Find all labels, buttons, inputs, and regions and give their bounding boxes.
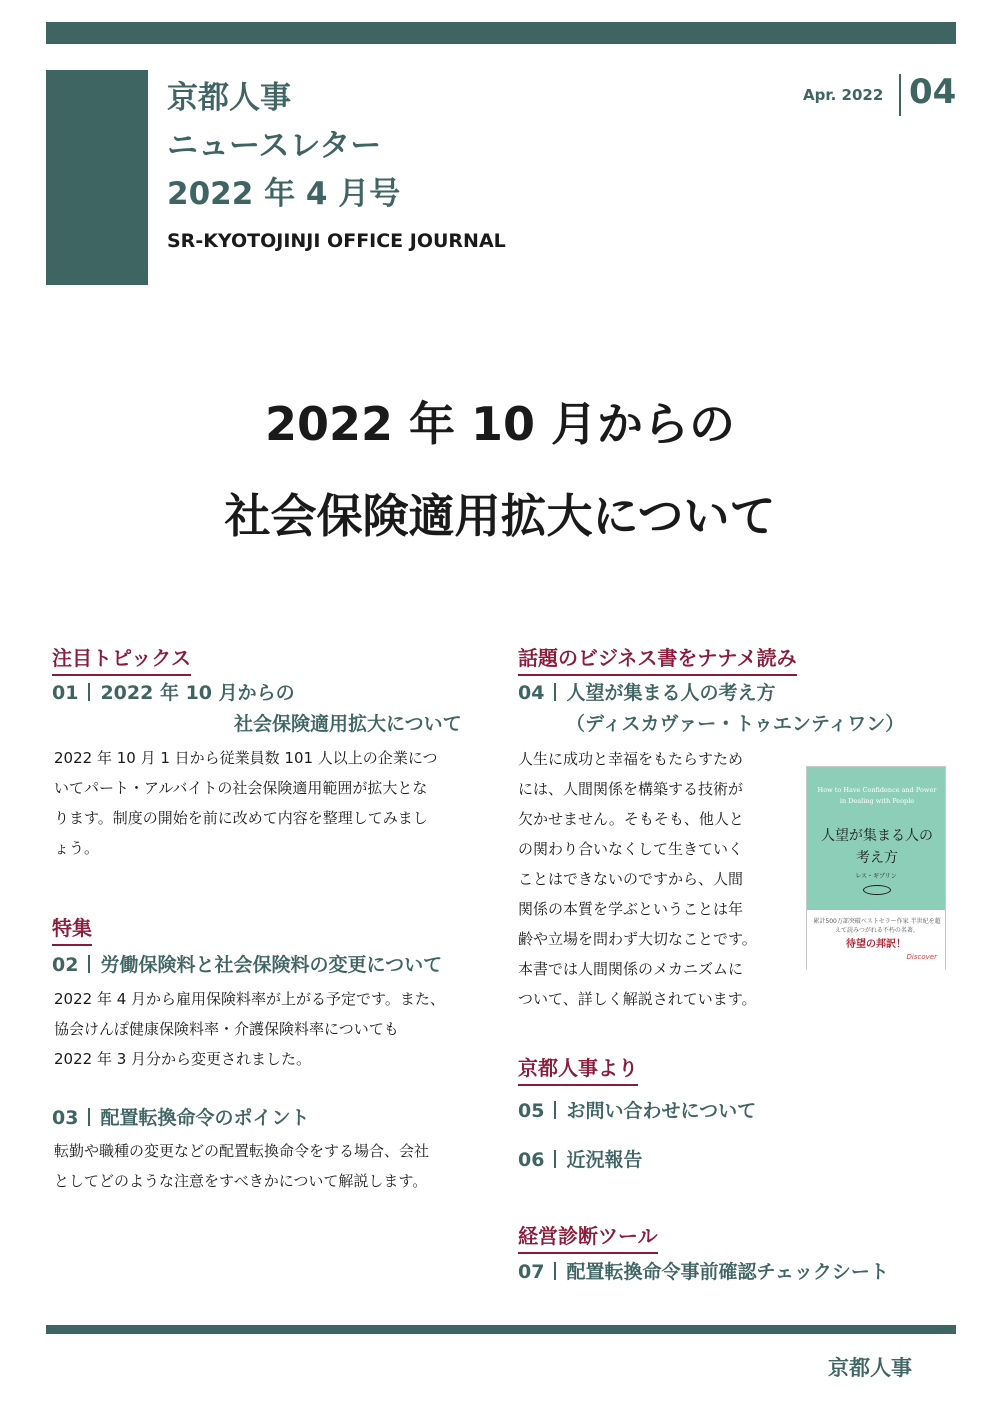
- publisher-logo: Discover: [906, 953, 937, 961]
- item-number: 02: [52, 954, 79, 976]
- item-separator: [88, 955, 90, 973]
- summary-line: ょう。: [54, 839, 100, 857]
- toc-item-01-title-cont[interactable]: 社会保険適用拡大について: [234, 713, 462, 735]
- summary-line: 転勤や職種の変更などの配置転換命令をする場合、会社: [54, 1142, 430, 1160]
- masthead-color-block: [46, 70, 148, 285]
- summary-line: 協会けんぽ健康保険料率・介護保険料率についても: [54, 1020, 399, 1038]
- item-separator: [88, 683, 90, 701]
- section-heading-office: 京都人事より: [518, 1055, 638, 1086]
- toc-item-02[interactable]: [52, 951, 442, 979]
- book-japanese-title: [813, 825, 941, 869]
- toc-item-01[interactable]: [52, 679, 295, 707]
- item-separator: [88, 1108, 90, 1126]
- summary-line: いてパート・アルバイトの社会保険適用範囲が拡大とな: [54, 779, 428, 797]
- main-title-line2: 社会保険適用拡大について: [224, 489, 776, 543]
- item-title: 近況報告: [566, 1149, 643, 1171]
- top-rule: [46, 22, 956, 44]
- bottom-rule: [46, 1325, 956, 1334]
- section-heading-tools: 経営診断ツール: [518, 1223, 658, 1254]
- item-title: 配置転換命令のポイント: [100, 1107, 310, 1129]
- book-english-title: How to Have Confidence and Power in Dealing with People: [817, 786, 937, 805]
- book-title-line: 考え方: [856, 850, 898, 866]
- item-title: 人望が集まる人の考え方: [566, 682, 776, 704]
- book-title-line: 人望が集まる人の: [821, 828, 933, 844]
- book-band-highlight: 待望の邦訳！: [846, 939, 906, 950]
- issue-number: 04: [909, 72, 957, 112]
- item-title: 労働保険料と社会保険料の変更について: [100, 954, 443, 976]
- toc-item-04[interactable]: [518, 679, 775, 707]
- item-separator: [554, 1262, 556, 1280]
- item-title: お問い合わせについて: [566, 1100, 757, 1122]
- issue-date: Apr. 2022: [803, 86, 884, 104]
- item-separator: [554, 1101, 556, 1119]
- summary-line: 2022 年 3 月分から変更されました。: [54, 1050, 312, 1068]
- item-number: 05: [518, 1100, 545, 1122]
- masthead: [167, 74, 506, 252]
- section-heading-feature: 特集: [52, 915, 92, 946]
- item-separator: [554, 1150, 556, 1168]
- summary-line: 本書では人間関係のメカニズムに: [518, 960, 744, 978]
- toc-item-05[interactable]: [518, 1097, 756, 1125]
- footer-brand: 京都人事: [828, 1356, 912, 1380]
- item-separator: [554, 683, 556, 701]
- book-cover-image: [806, 766, 946, 970]
- feature-02-summary: [54, 984, 494, 1074]
- masthead-title-line2: ニュースレター: [167, 128, 382, 164]
- toc-item-03[interactable]: [52, 1104, 309, 1132]
- item-number: 07: [518, 1261, 545, 1283]
- item-number: 06: [518, 1149, 545, 1171]
- item-title: 2022 年 10 月からの: [100, 682, 295, 704]
- feature-03-summary: [54, 1136, 494, 1196]
- summary-line: ついて、詳しく解説されています。: [518, 990, 757, 1008]
- main-title-line1: 2022 年 10 月からの: [264, 397, 736, 451]
- book-summary: [518, 744, 803, 1014]
- summary-line: の関わり合いなくして生きていく: [518, 840, 744, 858]
- summary-line: ります。制度の開始を前に改めて内容を整理してみまし: [54, 809, 428, 827]
- summary-line: としてどのような注意をすべきかについて解説します。: [54, 1172, 428, 1190]
- topics-summary: [54, 743, 494, 863]
- toc-item-07[interactable]: [518, 1258, 889, 1286]
- book-author: レス・ギブリン: [855, 873, 897, 880]
- summary-line: ことはできないのですから、人間: [518, 870, 744, 888]
- section-heading-books: 話題のビジネス書をナナメ読み: [518, 645, 797, 676]
- summary-line: 人生に成功と幸福をもたらすため: [518, 750, 744, 768]
- masthead-subtitle: SR-KYOTOJINJI OFFICE JOURNAL: [167, 230, 506, 252]
- item-number: 04: [518, 682, 545, 704]
- summary-line: 欠かせません。そもそも、他人と: [518, 810, 744, 828]
- summary-line: には、人間関係を構築する技術が: [518, 780, 744, 798]
- item-number: 03: [52, 1107, 79, 1129]
- masthead-title-line3: 2022 年 4 月号: [167, 176, 401, 212]
- item-number: 01: [52, 682, 79, 704]
- summary-line: 関係の本質を学ぶということは年: [518, 900, 744, 918]
- section-heading-topics: 注目トピックス: [52, 645, 191, 676]
- toc-item-06[interactable]: [518, 1146, 642, 1174]
- masthead-title-line1: 京都人事: [167, 80, 291, 116]
- main-title: [0, 378, 1000, 562]
- item-title: 配置転換命令事前確認チェックシート: [566, 1261, 889, 1283]
- book-signature-mark: [863, 885, 891, 895]
- book-band-text: 累計500万部突破ベストセラー作家 半世紀を超えて読みつがれる不朽の名著。: [813, 918, 941, 934]
- summary-line: 2022 年 10 月 1 日から従業員数 101 人以上の企業につ: [54, 749, 438, 767]
- summary-line: 2022 年 4 月から雇用保険料率が上がる予定です。また、: [54, 990, 445, 1008]
- issue-divider: [899, 74, 901, 116]
- summary-line: 齢や立場を問わず大切なことです。: [518, 930, 757, 948]
- toc-item-04-publisher[interactable]: （ディスカヴァー・トゥエンティワン）: [566, 713, 905, 735]
